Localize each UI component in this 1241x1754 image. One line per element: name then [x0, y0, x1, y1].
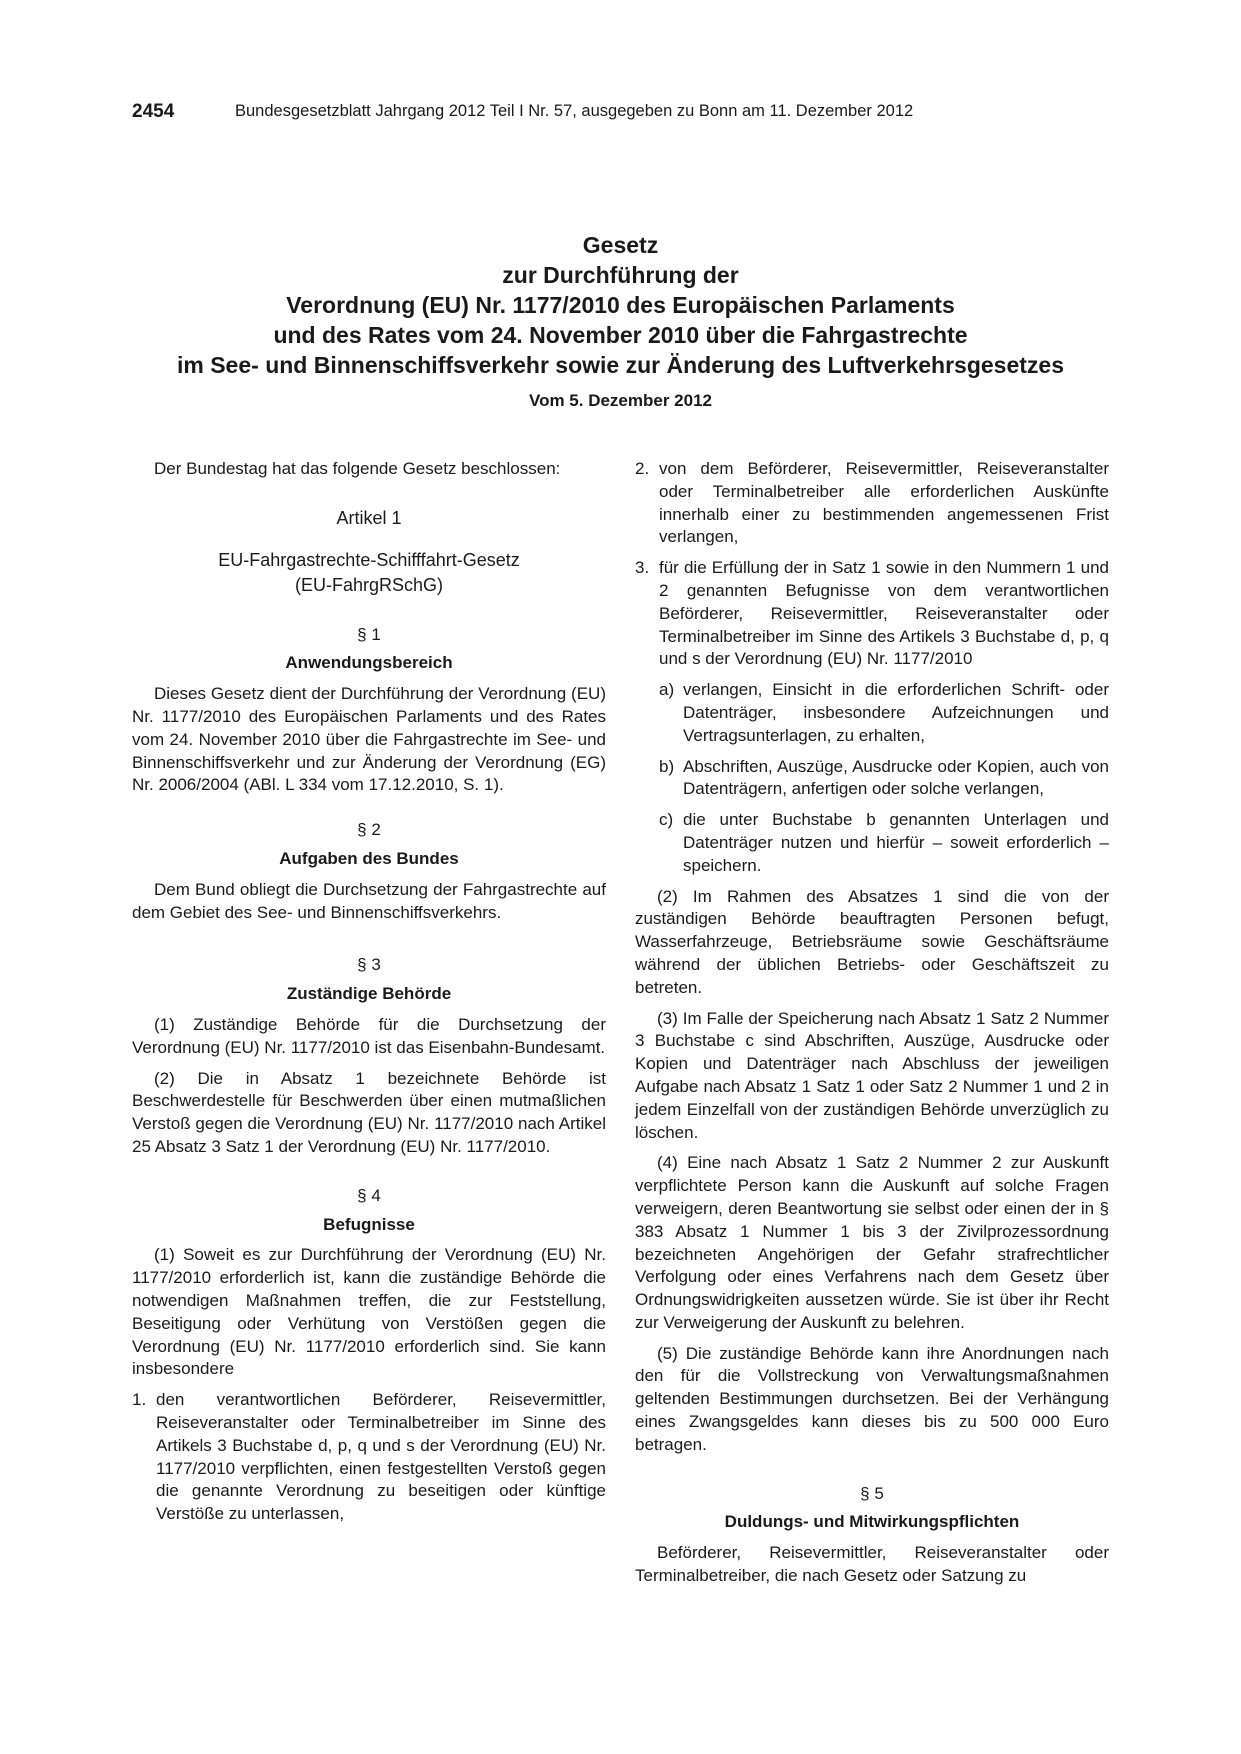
list-item — [635, 557, 1109, 671]
section-title: Befugnisse — [323, 1214, 415, 1234]
intro-text: Der Bundestag hat das folgende Gesetz beschlossen: — [154, 459, 561, 478]
list-number: 2. — [635, 459, 650, 478]
section-title: Duldungs- und Mitwirkungspflichten — [724, 1512, 1020, 1532]
section-title: Zuständige Behörde — [286, 984, 452, 1004]
section-sign: § 3 — [357, 955, 381, 975]
sub-list-letter: a) — [659, 680, 675, 700]
title-line: im See- und Binnenschiffsverkehr sowie zur Änderung des Luftverkehrsgesetzes — [176, 352, 1065, 378]
right-column — [635, 458, 1109, 1596]
list-number: 1. — [132, 1390, 147, 1410]
law-short-title-line: EU-Fahrgastrechte-Schifffahrt-Gesetz — [218, 549, 520, 570]
list-item — [132, 1389, 606, 1526]
law-title — [0, 230, 1241, 380]
list-number: 3. — [635, 558, 650, 578]
section-paragraph: (1) Soweit es zur Durchführung der Verordnung (EU) Nr. 1177/2010 erforderlich ist, kann die zuständige Behörde die notwendigen Maßnahmen treffen, die zur Feststellung, Beseitigung oder Verhütung von Verstößen gegen die Verordnung (EU) Nr. 1177/2010 erforderlich sind. Sie kann insbesondere — [132, 1245, 606, 1379]
section-paragraph: (3) Im Falle der Speicherung nach Absatz 1 Satz 2 Nummer 3 Buchstabe c sind Abschriften, Auszüge, Ausdrucke oder Kopien und Datenträger nach Abschluss der jeweiligen Aufgabe nach Absatz 1 Satz 1 oder Satz 2 Nummer 1 und 2 in jedem Einzelfall von der zuständigen Behörde unverzüglich zu löschen. — [635, 1008, 1109, 1142]
section-text: Dieses Gesetz dient der Durchführung der Verordnung (EU) Nr. 1177/2010 des Europäischen Parlaments und des Rates vom 24. November 2010 über die Fahrgastrechte im See- und Binnenschiffsverkehr und zur Änderung der Verordnung (EG) Nr. 2006/2004 (ABl. L 334 vom 17.12.2010, S. 1). — [132, 684, 606, 795]
list-text: für die Erfüllung der in Satz 1 sowie in den Nummern 1 und 2 genannten Befugnisse von dem verantwortlichen Beförderer, Reisevermittler, Reiseveranstalter oder Terminalbetreiber im Sinne des Artikels 3 Buchstabe d, p, q und s der Verordnung (EU) Nr. 1177/2010 — [659, 558, 1109, 669]
section-sign: § 4 — [357, 1185, 381, 1205]
section-paragraph: (2) Die in Absatz 1 bezeichnete Behörde ist Beschwerdestelle für Beschwerden über einen mutmaßlichen Verstoß gegen die Verordnung (EU) Nr. 1177/2010 nach Artikel 25 Absatz 3 Satz 1 der Verordnung (EU) Nr. 1177/2010. — [132, 1068, 606, 1156]
sub-list-item — [659, 679, 1109, 747]
law-abbreviation: (EU-FahrgRSchG) — [294, 574, 444, 595]
sub-list-letter: c) — [659, 810, 674, 830]
article-heading: Artikel 1 — [336, 507, 402, 528]
numbered-list — [635, 458, 1109, 878]
section-text: Dem Bund obliegt die Durchsetzung der Fahrgastrechte auf dem Gebiet des See- und Binnenschiffsverkehrs. — [132, 879, 606, 922]
sub-list-item — [659, 809, 1109, 877]
title-line: Verordnung (EU) Nr. 1177/2010 des Europäischen Parlaments — [286, 292, 955, 318]
left-column — [132, 458, 606, 1534]
page-number: 2454 — [132, 101, 175, 122]
section-sign: § 2 — [357, 820, 381, 840]
page-header — [132, 101, 1121, 127]
section-sign: § 1 — [357, 624, 381, 644]
list-text: den verantwortlichen Beförderer, Reisevermittler, Reiseveranstalter oder Terminalbetreiber im Sinne des Artikels 3 Buchstabe d, p, q und s der Verordnung (EU) Nr. 1177/2010 verpflichten, einen festgestellten Verstoß gegen die genannte Verordnung zu beseitigen oder künftige Verstöße zu unterlassen, — [156, 1390, 606, 1524]
title-line: und des Rates vom 24. November 2010 über die Fahrgastrechte — [273, 322, 968, 348]
sub-list-letter: b) — [659, 756, 675, 776]
sub-list-item — [659, 756, 1109, 802]
section-title: Aufgaben des Bundes — [279, 848, 459, 868]
law-date: Vom 5. Dezember 2012 — [529, 391, 712, 410]
list-text: von dem Beförderer, Reisevermittler, Reiseveranstalter oder Terminalbetreiber alle erforderlichen Auskünfte innerhalb einer zu bestimmenden angemessenen Frist verlangen, — [659, 459, 1109, 547]
sub-list-text: verlangen, Einsicht in die erforderlichen Schrift- oder Datenträger, insbesondere Aufzeichnungen und Vertragsunterlagen, zu erhalten, — [683, 680, 1109, 745]
section-title: Anwendungsbereich — [285, 653, 453, 673]
sub-list-text: Abschriften, Auszüge, Ausdrucke oder Kopien, auch von Datenträgern, anfertigen oder solche verlangen, — [683, 756, 1109, 799]
law-short-title — [132, 548, 606, 598]
numbered-list — [132, 1389, 606, 1526]
title-line: Gesetz — [582, 232, 659, 258]
running-head: Bundesgesetzblatt Jahrgang 2012 Teil I Nr. 57, ausgegeben zu Bonn am 11. Dezember 2012 — [235, 102, 914, 120]
section-paragraph: (2) Im Rahmen des Absatzes 1 sind die von der zuständigen Behörde beauftragten Personen befugt, Wasserfahrzeuge, Betriebsräume sowie Geschäftsräume während der üblichen Betriebs- oder Geschäftszeit zu betreten. — [635, 886, 1109, 997]
section-text: Beförderer, Reisevermittler, Reiseveranstalter oder Terminalbetreiber, die nach Gesetz oder Satzung zu — [635, 1543, 1109, 1586]
section-paragraph: (5) Die zuständige Behörde kann ihre Anordnungen nach den für die Vollstreckung von Verwaltungsmaßnahmen geltenden Bestimmungen durchsetzen. Bei der Verhängung eines Zwangsgeldes kann dieses bis zu 500 000 Euro betragen. — [635, 1343, 1109, 1454]
section-paragraph: (1) Zuständige Behörde für die Durchsetzung der Verordnung (EU) Nr. 1177/2010 ist das Eisenbahn-Bundesamt. — [132, 1014, 606, 1057]
section-paragraph: (4) Eine nach Absatz 1 Satz 2 Nummer 2 zur Auskunft verpflichtete Person kann die Auskunft auf solche Fragen verweigern, deren Beantwortung sie selbst oder einen der in § 383 Absatz 1 Nummer 1 bis 3 der Zivilprozessordnung bezeichneten Angehörigen der Gefahr strafrechtlicher Verfolgung oder eines Verfahrens nach dem Gesetz über Ordnungswidrigkeiten aussetzen würde. Sie ist über ihr Recht zur Verweigerung der Auskunft zu belehren. — [635, 1153, 1109, 1332]
list-item — [635, 458, 1109, 549]
section-sign: § 5 — [860, 1483, 884, 1503]
title-line: zur Durchführung der — [502, 262, 739, 288]
sub-list-text: die unter Buchstabe b genannten Unterlagen und Datenträger nutzen und hierfür – soweit erforderlich – speichern. — [683, 810, 1109, 875]
